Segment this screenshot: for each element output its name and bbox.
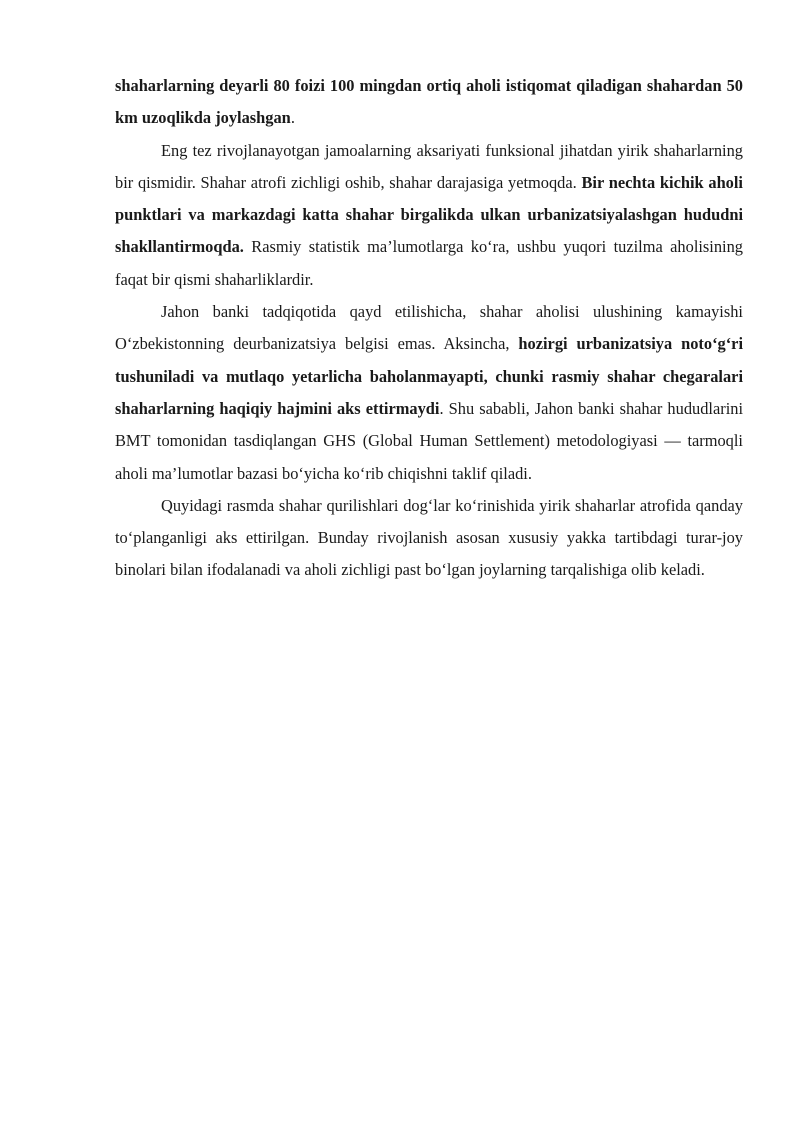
- bold-text: hozirgi urbanizatsiya noto‘g‘ri tushuniladi va mutlaqo yetarlicha baholanmayapti, chunki rasmiy shahar chegaralari shaharlarning haqiqiy hajmini aks ettirmaydi: [115, 334, 744, 418]
- text-segment: . Shu sababli, Jahon banki shahar hududlarini BMT tomonidan tasdiqlangan GHS (Global Human Settlement) metodologiyasi — tarmoqli aholi ma’lumotlar bazasi bo‘yicha ko‘rib chiqishni taklif qiladi.: [115, 398, 743, 483]
- bold-text: Bir nechta kichik aholi punktlari va markazdagi katta shahar birgalikda ulkan urbanizatsiyalashgan hududni shakllantirmoqda.: [115, 172, 743, 257]
- document-page: [115, 70, 743, 587]
- paragraph-1: [115, 70, 743, 135]
- text-segment: .: [290, 108, 295, 128]
- text-segment: Quyidagi rasmda shahar qurilishlari dog‘lar ko‘rinishida yirik shaharlar atrofida qanday to‘planganligi aks ettirilgan. Bunday rivojlanish asosan xususiy yakka tartibdagi turar-joy binolari bilan ifodalanadi va aholi zichligi past bo‘lgan joylarning tarqalishiga olib keladi.: [115, 495, 743, 580]
- bold-text: shaharlarning deyarli 80 foizi 100 mingdan ortiq aholi istiqomat qiladigan shahardan 50 km uzoqlikda joylashgan: [115, 76, 743, 128]
- paragraph-4: [115, 490, 743, 587]
- paragraph-2: [115, 135, 743, 296]
- paragraph-3: [115, 296, 743, 490]
- text-segment: Jahon banki tadqiqotida qayd etilishicha, shahar aholisi ulushining kamayishi O‘zbekistonning deurbanizatsiya belgisi emas. Aksincha,: [115, 302, 743, 354]
- text-segment: Eng tez rivojlanayotgan jamoalarning aksariyati funksional jihatdan yirik shaharlarning bir qismidir. Shahar atrofi zichligi oshib, shahar darajasiga yetmoqda.: [115, 140, 743, 192]
- text-segment: Rasmiy statistik ma’lumotlarga ko‘ra, ushbu yuqori tuzilma aholisining faqat bir qismi shaharliklardir.: [115, 237, 743, 289]
